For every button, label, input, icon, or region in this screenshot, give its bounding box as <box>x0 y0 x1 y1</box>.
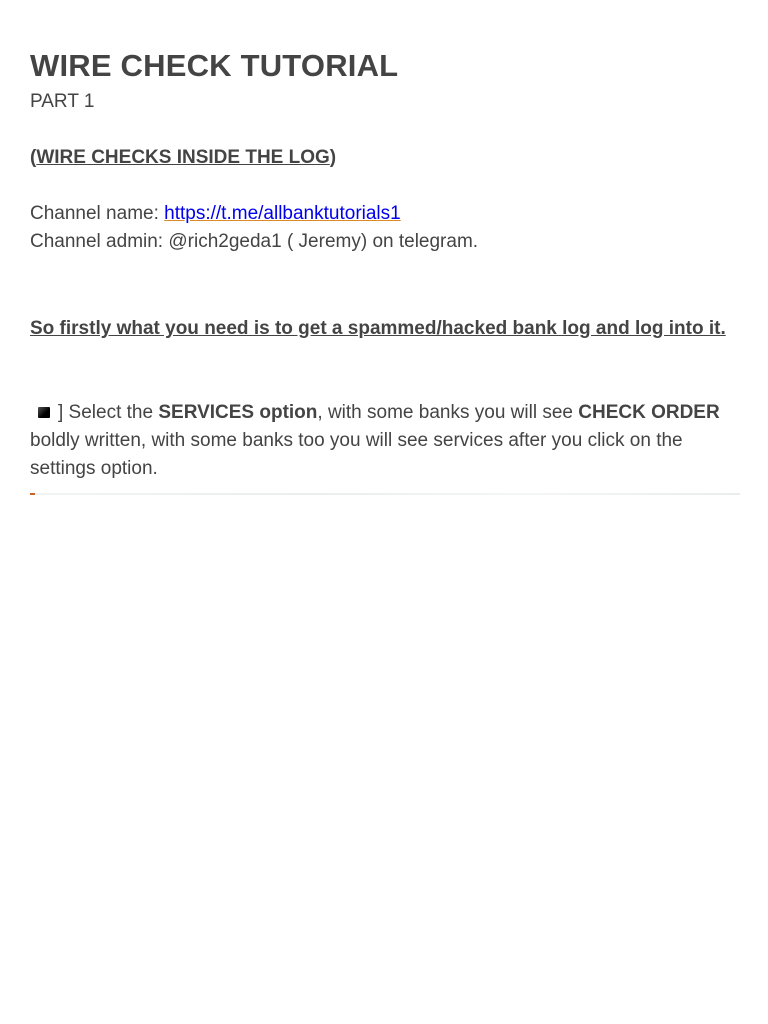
section-heading-open-paren: ( <box>30 147 37 168</box>
channel-admin-line: Channel admin: @rich2geda1 ( Jeremy) on telegram. <box>30 231 479 252</box>
step-paragraph <box>30 399 740 483</box>
section-heading-text: WIRE CHECKS INSIDE THE LOG <box>36 147 330 168</box>
channel-name-line <box>30 203 401 225</box>
channel-link[interactable]: https://t.me/allbanktutorials1 <box>164 203 401 224</box>
step-bold-check-order: CHECK ORDER <box>578 402 720 423</box>
intro-paragraph: So firstly what you need is to get a spammed/hacked bank log and log into it. <box>30 318 726 339</box>
step-text-1: , with some banks you will see <box>317 402 579 423</box>
step-bracket-text: ] Select the <box>58 402 159 423</box>
section-heading-close-paren: ) <box>329 147 337 168</box>
page-subtitle: PART 1 <box>30 91 95 112</box>
screenshot-image-top-edge <box>30 493 740 495</box>
step-text-2: boldly written, with some banks too you will see services after you click on the settings option. <box>30 430 683 479</box>
step-bold-services: SERVICES option <box>158 402 318 423</box>
page-title: WIRE CHECK TUTORIAL <box>30 48 399 83</box>
black-square-icon <box>38 407 50 418</box>
section-heading <box>30 147 336 169</box>
channel-name-label: Channel name: <box>30 203 165 224</box>
